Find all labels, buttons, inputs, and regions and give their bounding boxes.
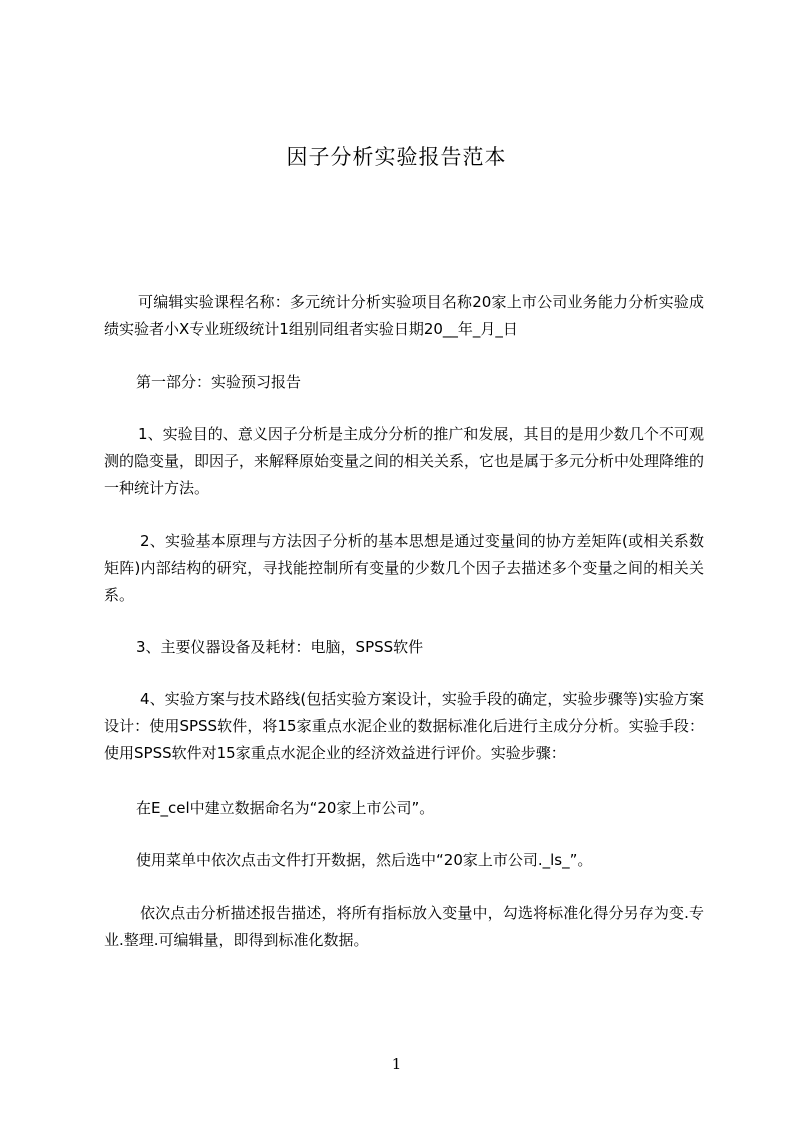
paragraph-step-standardize: 依次点击分析描述报告描述，将所有指标放入变量中，勾选将标准化得分另存为变.专业.整理.可编辑量，即得到标准化数据。 <box>104 904 704 949</box>
paragraph-section-heading: 第一部分：实验预习报告 <box>136 373 302 391</box>
paragraph-experiment-purpose: 1、实验目的、意义因子分析是主成分分析的推广和发展，其目的是用少数几个不可观测的隐变量，即因子，来解释原始变量之间的相关关系，它也是属于多元分析中处理降维的一种统计方法。 <box>104 425 705 497</box>
document-title: 因子分析实验报告范本 <box>286 145 507 169</box>
paragraph-step-open-data: 使用菜单中依次点击文件打开数据，然后选中“20家上市公司._ls_”。 <box>136 851 593 869</box>
paragraph-course-info: 可编辑实验课程名称：多元统计分析实验项目名称20家上市公司业务能力分析实验成绩实验者小X专业班级统计1组别同组者实验日期20__年_月_日 <box>104 293 704 338</box>
paragraph-step-create-data: 在E_cel中建立数据命名为“20家上市公司”。 <box>136 799 435 817</box>
paragraph-equipment: 3、主要仪器设备及耗材：电脑，SPSS软件 <box>136 638 424 656</box>
paragraph-principle-method: 2、实验基本原理与方法因子分析的基本思想是通过变量间的协方差矩阵(或相关系数矩阵)内部结构的研究，寻找能控制所有变量的少数几个因子去描述多个变量之间的相关关系。 <box>104 532 704 604</box>
paragraph-plan-route: 4、实验方案与技术路线(包括实验方案设计，实验手段的确定，实验步骤等)实验方案设计：使用SPSS软件，将15家重点水泥企业的数据标准化后进行主成分分析。实验手段：使用SPSS软件对15家重点水泥企业的经济效益进行评价。实验步骤： <box>104 690 704 762</box>
page-number: 1 <box>391 1055 402 1073</box>
